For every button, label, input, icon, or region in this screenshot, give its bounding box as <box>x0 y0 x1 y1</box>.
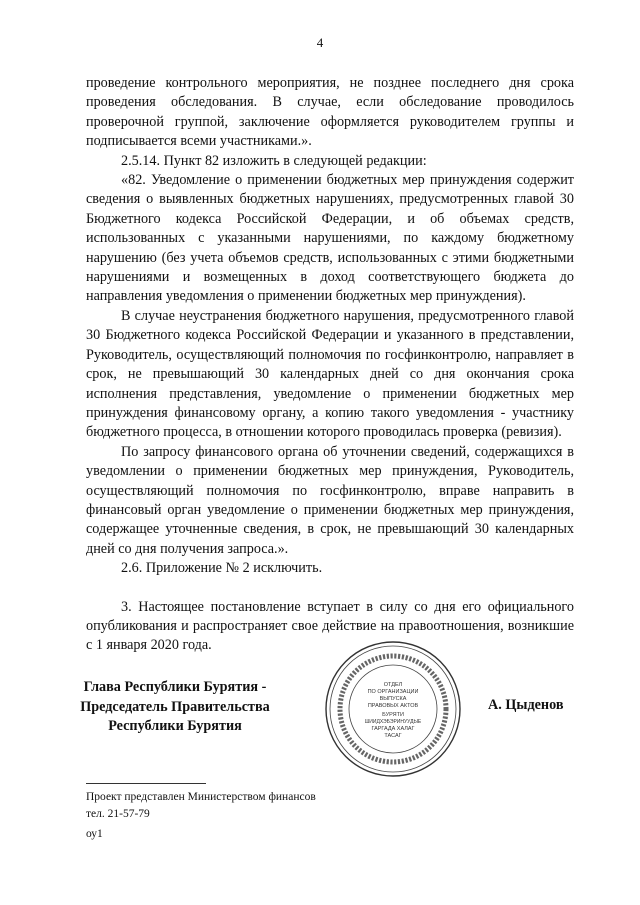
paragraph-7: 3. Настоящее постановление вступает в силу со дня его официального опубликования и распространяет свое действие на правоотношения, возникшие с 1 января 2020 года. <box>86 598 574 654</box>
paragraph-4: В случае неустранения бюджетного нарушения, предусмотренного главой 30 Бюджетного кодекса Российской Федерации и указанного в представлении, Руководитель, осуществляющий полномочия по госфинконтролю, направляет в срок, не превышающий 30 календарных дней со дня окончания срока исполнения представления, уведомление о применении бюджетных мер принуждения финансовому органу, а копию такого уведомления - участнику бюджетного процесса, в отношении которого проводилась проверка (ревизия). <box>86 307 574 441</box>
document-code: оу1 <box>86 828 103 840</box>
document-body <box>86 74 574 656</box>
seal-line: ПО ОРГАНИЗАЦИИ <box>367 689 419 695</box>
footnote-line: тел. 21-57-79 <box>86 808 150 820</box>
seal-line: ПРАВОВЫХ АКТОВ <box>367 703 419 709</box>
paragraph-5: По запросу финансового органа об уточнении сведений, содержащихся в уведомлении о применении бюджетных мер принуждения, Руководитель, осуществляющий полномочия по госфинконтролю, вправе направить в финансовый орган уведомление о применении бюджетных мер принуждения, содержащее уточненные сведения, в срок, не превышающий 30 календарных дней со дня получения запроса.». <box>86 443 574 557</box>
seal-line: ТАСАГ <box>384 733 402 739</box>
signatory-title-line: Глава Республики Бурятия - <box>83 679 267 695</box>
paragraph-1: проведение контрольного мероприятия, не позднее последнего дня срока проведения обследования. В случае, если обследование проводилось проверочной группой, заключение оформляется руководителем группы и подписывается всеми участниками.». <box>86 75 574 150</box>
signatory-title-line: Республики Бурятия <box>108 718 242 734</box>
paragraph-3: «82. Уведомление о применении бюджетных мер принуждения содержит сведения о выявленных бюджетных нарушениях, предусмотренных главой 30 Бюджетного кодекса Российской Федерации, и об объемах средств, использованных с указанными нарушениями, по каждому бюджетному нарушению (без учета объемов средств, использованных с этими бюджетными нарушениями и возмещенных в доход соответствующего бюджета до направления уведомления о применении бюджетных мер принуждения). <box>86 172 574 305</box>
seal-line: ШИИДХЭБЭРИНУУДЫЕ <box>364 719 422 725</box>
seal-line: ВЫПУСКА <box>379 696 407 702</box>
official-seal <box>324 640 462 778</box>
signatory-name: А. Цыденов <box>488 697 564 713</box>
paragraph-gap <box>86 579 574 598</box>
paragraph-6: 2.6. Приложение № 2 исключить. <box>121 560 323 577</box>
signatory-title <box>80 678 270 737</box>
seal-line: БУРЯТИ <box>382 712 404 718</box>
footnote <box>86 789 316 823</box>
paragraph-2: 2.5.14. Пункт 82 изложить в следующей редакции: <box>121 152 427 169</box>
footnote-line: Проект представлен Министерством финансов <box>86 791 316 803</box>
footnote-divider <box>86 783 206 784</box>
seal-line: ОТДЕЛ <box>383 682 403 688</box>
seal-line: ГАРГАДА ХАЛАГ <box>371 726 415 732</box>
signatory-title-line: Председатель Правительства <box>80 698 270 715</box>
page-number: 4 <box>316 35 324 50</box>
